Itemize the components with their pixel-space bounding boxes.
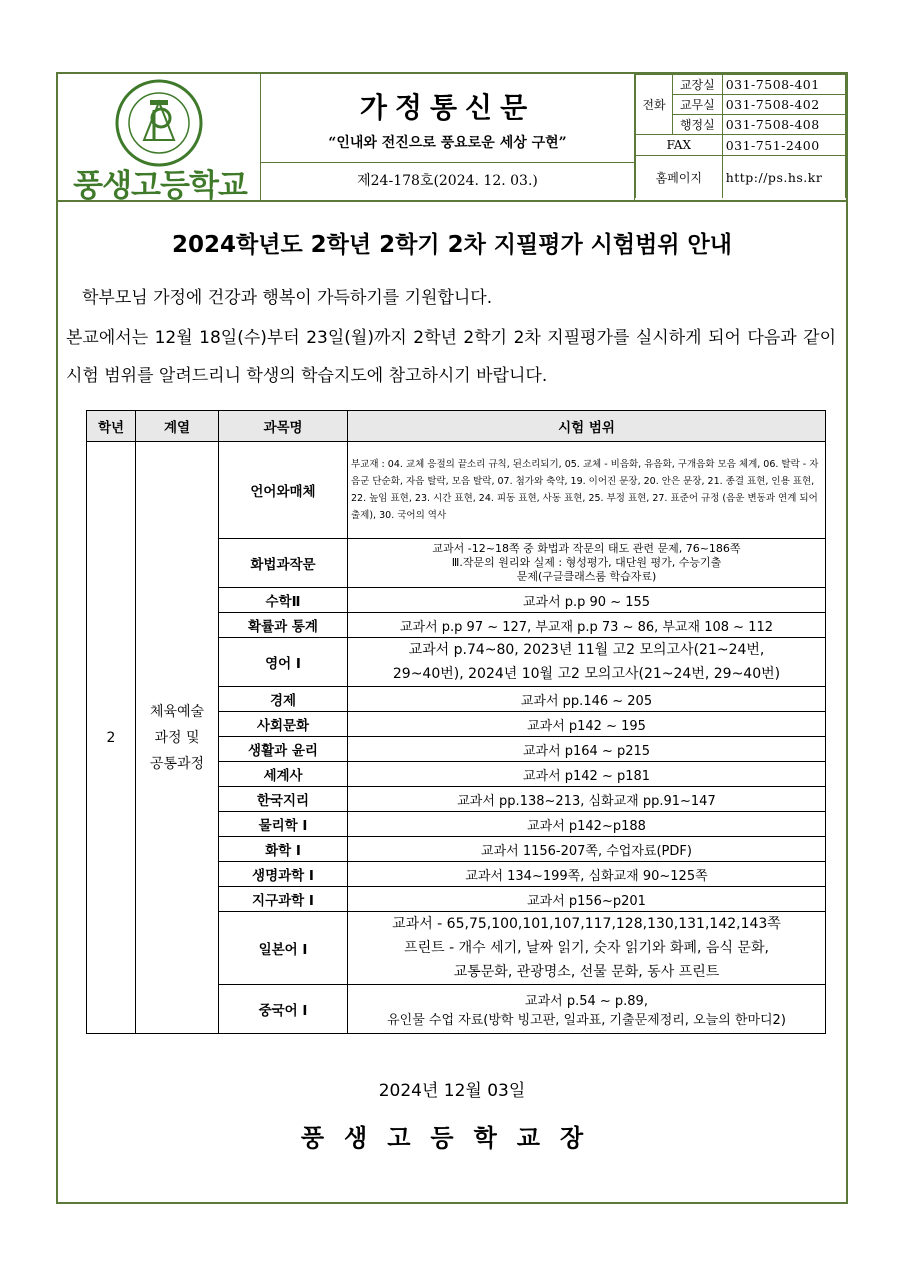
subject-cell: 세계사 xyxy=(219,762,348,787)
newsletter-title: 가정통신문 xyxy=(359,91,536,124)
homepage-label: 홈페이지 xyxy=(636,156,723,199)
newsletter-frame xyxy=(56,72,848,1204)
academic-office-phone: 031-7508-402 xyxy=(722,95,845,115)
scope-cell: 교과서 pp.138~213, 심화교재 pp.91~147 xyxy=(348,787,826,812)
title-divider xyxy=(261,162,634,163)
subject-cell: 중국어 I xyxy=(219,985,348,1034)
contact-table xyxy=(635,74,846,200)
subject-cell: 확률과 통계 xyxy=(219,613,348,638)
subject-cell: 한국지리 xyxy=(219,787,348,812)
table-row xyxy=(87,442,826,539)
scope-cell: 교과서 p142 ~ 195 xyxy=(348,712,826,737)
subject-cell: 화법과작문 xyxy=(219,539,348,588)
header-subject: 과목명 xyxy=(219,411,348,442)
principal-office-phone: 031-7508-401 xyxy=(722,75,845,95)
track-cell: 체육예술 과정 및 공통과정 xyxy=(136,442,219,1034)
scope-cell: 교과서 p142 ~ p181 xyxy=(348,762,826,787)
subject-cell: 지구과학 I xyxy=(219,887,348,912)
principal-signature: 풍생고등학교장 xyxy=(300,1123,604,1152)
scope-cell: 교과서 p142~p188 xyxy=(348,812,826,837)
school-motto: “인내와 전진으로 풍요로운 세상 구현” xyxy=(328,135,567,151)
header-track: 계열 xyxy=(136,411,219,442)
admin-office-phone: 031-7508-408 xyxy=(722,115,845,135)
scope-cell: 교과서 134~199쪽, 심화교재 90~125쪽 xyxy=(348,862,826,887)
subject-cell: 생활과 윤리 xyxy=(219,737,348,762)
header-scope: 시험 범위 xyxy=(348,411,826,442)
subject-cell: 화학 I xyxy=(219,837,348,862)
exam-scope-table xyxy=(86,410,826,1034)
subject-cell: 영어 I xyxy=(219,638,348,687)
subject-cell: 생명과학 I xyxy=(219,862,348,887)
subject-cell: 언어와매체 xyxy=(219,442,348,539)
academic-office-label: 교무실 xyxy=(673,95,723,115)
fax-label: FAX xyxy=(636,135,723,156)
scope-cell: 교과서 -12~18쪽 중 화법과 작문의 태도 관련 문제, 76~186쪽 Ⅲ.작문의 원리와 실제 : 형성평가, 대단원 평가, 수능기출 문제(구글클래스룸 학습자료) xyxy=(348,539,826,588)
table-header-row xyxy=(87,411,826,442)
subject-cell: 일본어 I xyxy=(219,912,348,985)
scope-cell: 교과서 - 65,75,100,101,107,117,128,130,131,142,143쪽 프린트 - 개수 세기, 날짜 읽기, 숫자 읽기와 화폐, 음식 문화, 교통문화, 관광명소, 선물 문화, 동사 프린트 xyxy=(348,912,826,985)
greeting-text: 학부모님 가정에 건강과 행복이 가득하기를 기원합니다. xyxy=(82,288,493,308)
scope-cell: 교과서 p.54 ~ p.89, 유인물 수업 자료(방학 빙고판, 일과표, 기출문제정리, 오늘의 한마디2) xyxy=(348,985,826,1034)
grade-cell: 2 xyxy=(87,442,136,1034)
scope-cell: 교과서 1156-207쪽, 수업자료(PDF) xyxy=(348,837,826,862)
issue-number: 제24-178호(2024. 12. 03.) xyxy=(357,173,538,189)
newsletter-header xyxy=(58,74,846,202)
school-logo-name: 풍생고등학교 xyxy=(73,168,247,204)
intro-text: 본교에서는 12월 18일(수)부터 23일(월)까지 2학년 2학기 2차 지필평가를 실시하게 되어 다음과 같이 시험 범위를 알려드리니 학생의 학습지도에 참고하시기 바랍니다. xyxy=(66,328,836,386)
scope-cell: 교과서 p.p 90 ~ 155 xyxy=(348,588,826,613)
scope-cell: 부교재 : 04. 교체 응절의 끝소리 규칙, 된소리되기, 05. 교체 - 비음화, 유음화, 구개음화 모음 체계, 06. 탈락 - 자음군 단순화, 자음 탈락, 모음 탈락, 07. 첨가와 축약, 19. 이어진 문장, 20. 안은 문장, 21. 종결 표현, 인용 표현, 22. 높임 표현, 23. 시간 표현, 24. 피동 표현, 사동 표현, 25. 부정 표현, 27. 표준어 규정 (음운 변동과 연계 되어 출제), 30. 국어의 역사 xyxy=(348,442,826,539)
admin-office-label: 행정실 xyxy=(673,115,723,135)
scope-cell: 교과서 p156~p201 xyxy=(348,887,826,912)
subject-cell: 사회문화 xyxy=(219,712,348,737)
scope-cell: 교과서 p164 ~ p215 xyxy=(348,737,826,762)
scope-cell: 교과서 pp.146 ~ 205 xyxy=(348,687,826,712)
subject-cell: 수학Ⅱ xyxy=(219,588,348,613)
principal-office-label: 교장실 xyxy=(673,75,723,95)
document-title: 2024학년도 2학년 2학기 2차 지필평가 시험범위 안내 xyxy=(172,232,732,258)
scope-cell: 교과서 p.p 97 ~ 127, 부교재 p.p 73 ~ 86, 부교재 108 ~ 112 xyxy=(348,613,826,638)
subject-cell: 경제 xyxy=(219,687,348,712)
fax-number: 031-751-2400 xyxy=(722,135,845,156)
school-logo-cell xyxy=(58,74,261,204)
homepage-link[interactable]: http://ps.hs.kr xyxy=(722,156,845,199)
issue-date: 2024년 12월 03일 xyxy=(378,1081,526,1101)
header-grade: 학년 xyxy=(87,411,136,442)
school-emblem-icon xyxy=(114,78,204,168)
newsletter-title-cell xyxy=(261,74,635,200)
scope-cell: 교과서 p.74~80, 2023년 11월 고2 모의고사(21~24번, 29~40번), 2024년 10월 고2 모의고사(21~24번, 29~40번) xyxy=(348,638,826,687)
subject-cell: 물리학 I xyxy=(219,812,348,837)
phone-label: 전화 xyxy=(636,75,673,135)
